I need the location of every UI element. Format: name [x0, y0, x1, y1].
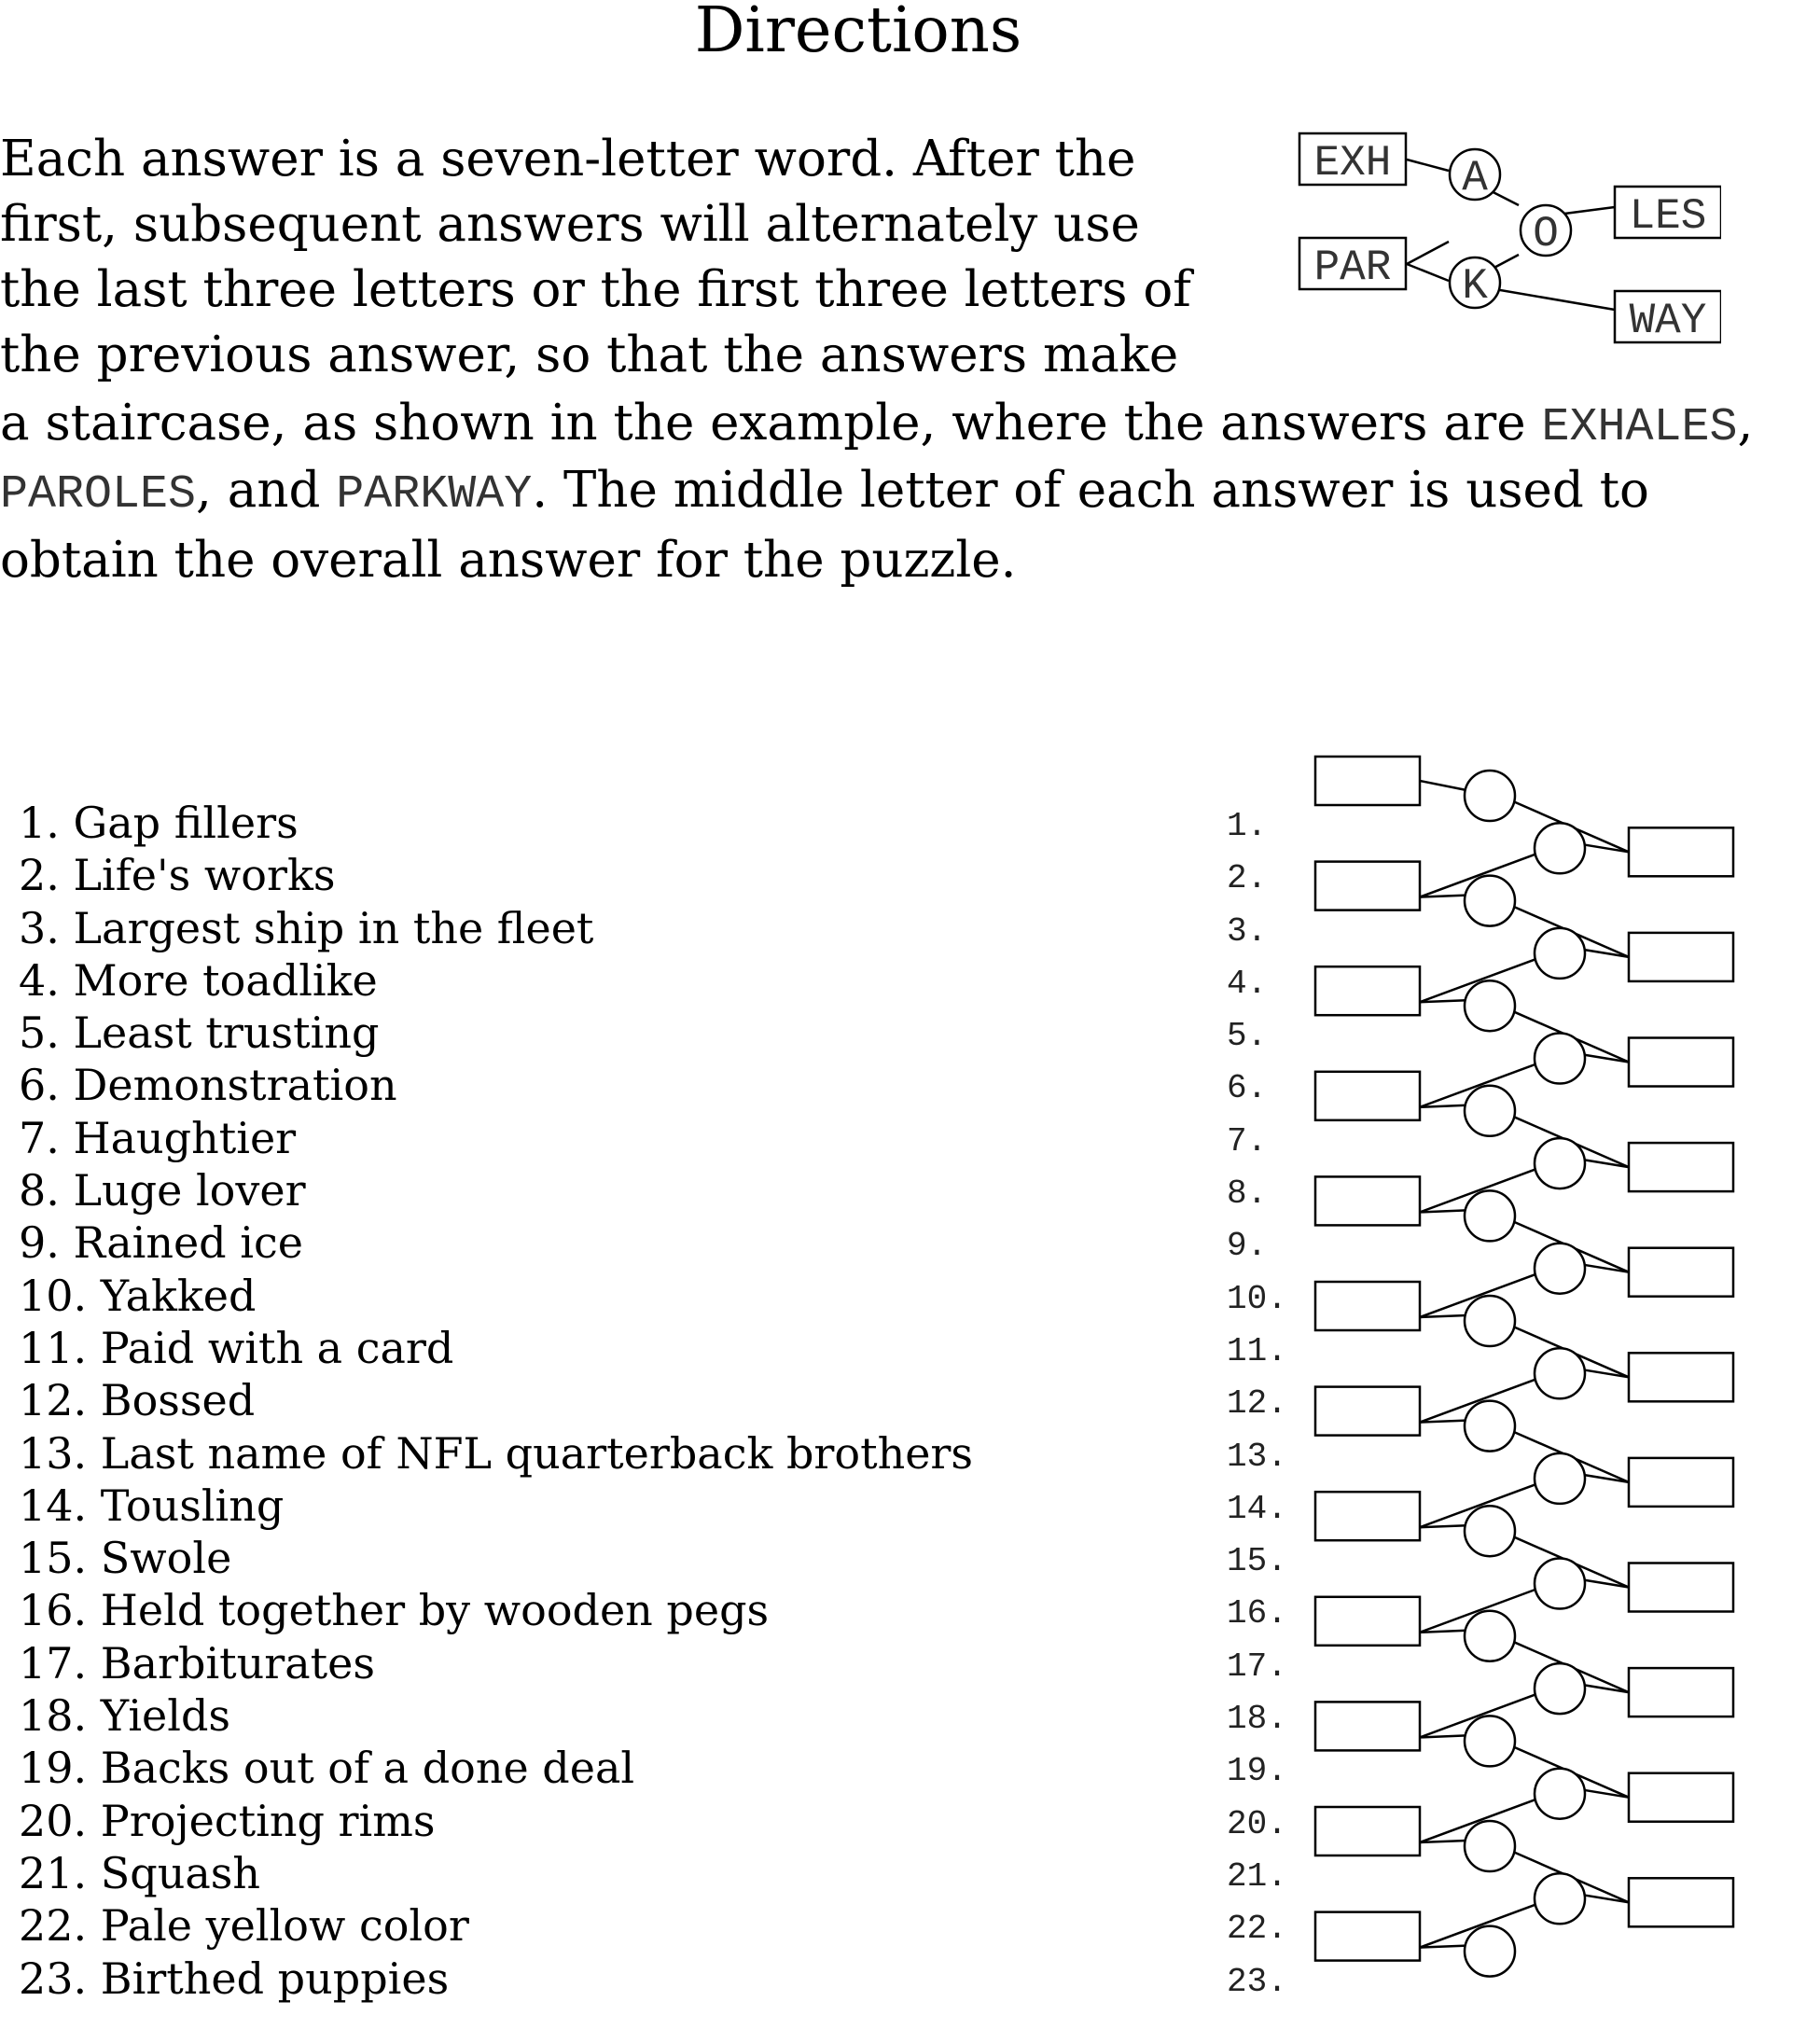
clue-item: 14. Tousling: [19, 1480, 285, 1531]
answer-number-label: 11.: [1227, 1331, 1287, 1370]
answer-number-label: 13.: [1227, 1437, 1287, 1476]
answer-circle: [1465, 1716, 1515, 1766]
clue-item: 20. Projecting rims: [19, 1795, 436, 1846]
answer-circle: [1535, 1348, 1585, 1398]
clue-item: 21. Squash: [19, 1847, 261, 1898]
example-label-par: PAR: [1313, 243, 1392, 292]
example-answer-exhales: EXHALES: [1541, 401, 1738, 454]
clue-item: 3. Largest ship in the fleet: [19, 902, 594, 953]
answer-circle: [1535, 1769, 1585, 1819]
clue-item: 4. More toadlike: [19, 954, 378, 1006]
answer-number-label: 5.: [1227, 1017, 1268, 1056]
answer-circle: [1535, 928, 1585, 979]
clue-item: 11. Paid with a card: [19, 1322, 454, 1373]
directions-line-2: first, subsequent answers will alternately use: [0, 196, 1140, 253]
answer-circle: [1465, 1296, 1515, 1346]
answer-number-label: 4.: [1227, 964, 1268, 1003]
answer-box-right: [1629, 1248, 1733, 1297]
answer-circle: [1465, 1506, 1515, 1556]
answer-number-label: 8.: [1227, 1174, 1268, 1214]
page-title: Directions: [694, 0, 1022, 66]
answer-number-label: 1.: [1227, 807, 1268, 845]
example-label-k: K: [1462, 262, 1488, 311]
clue-item: 16. Held together by wooden pegs: [19, 1585, 770, 1636]
answer-number-label: 6.: [1227, 1069, 1268, 1108]
answer-box-left: [1315, 1807, 1420, 1855]
clue-item: 22. Pale yellow color: [19, 1900, 469, 1952]
answer-box-left: [1315, 1912, 1420, 1961]
answer-box-left: [1315, 1387, 1420, 1436]
answer-box-left: [1315, 862, 1420, 910]
clue-item: 2. Life's works: [19, 850, 336, 901]
answer-number-label: 3.: [1227, 911, 1268, 951]
answer-number-label: 17.: [1227, 1647, 1287, 1686]
clue-item: 7. Haughtier: [19, 1112, 297, 1163]
clue-item: 13. Last name of NFL quarterback brothers: [19, 1427, 974, 1479]
answer-box-right: [1629, 1353, 1733, 1401]
directions-line-1: Each answer is a seven-letter word. After the: [0, 131, 1136, 188]
clue-item: 12. Bossed: [19, 1375, 256, 1426]
example-answer-parkway: PARKWAY: [336, 468, 533, 521]
example-label-way: WAY: [1629, 297, 1707, 345]
clue-item: 18. Yields: [19, 1690, 231, 1742]
answer-box-left: [1315, 966, 1420, 1015]
answer-box-left: [1315, 1702, 1420, 1750]
answer-circle: [1465, 771, 1515, 821]
answer-circle: [1535, 1663, 1585, 1714]
directions-text: ,: [1737, 395, 1754, 452]
example-label-a: A: [1462, 154, 1488, 202]
clue-item: 10. Yakked: [19, 1270, 257, 1321]
answer-number-label: 7.: [1227, 1121, 1268, 1160]
answer-box-left: [1315, 1176, 1420, 1225]
answer-circle: [1535, 1244, 1585, 1294]
answer-circle: [1535, 823, 1585, 873]
answer-number-label: 9.: [1227, 1227, 1268, 1266]
answer-number-label: 20.: [1227, 1804, 1287, 1843]
answer-box-right: [1629, 1458, 1733, 1507]
answer-box-right: [1629, 827, 1733, 876]
answer-circle: [1465, 1821, 1515, 1871]
clue-item: 17. Barbiturates: [19, 1637, 375, 1689]
clue-item: 6. Demonstration: [19, 1060, 397, 1111]
answer-number-label: 12.: [1227, 1384, 1287, 1424]
answer-box-right: [1629, 1773, 1733, 1822]
answer-box-left: [1315, 757, 1420, 805]
answer-box-left: [1315, 1597, 1420, 1646]
directions-line-7: obtain the overall answer for the puzzle.: [0, 532, 1017, 589]
example-label-o: O: [1533, 210, 1559, 258]
answer-box-right: [1629, 1038, 1733, 1087]
directions-text: , and: [196, 462, 337, 519]
clue-item: 15. Swole: [19, 1533, 232, 1584]
answer-circle: [1465, 1926, 1515, 1977]
answer-circle: [1535, 1873, 1585, 1924]
connector-line: [1420, 781, 1466, 790]
answer-number-label: 18.: [1227, 1700, 1287, 1739]
answer-circle: [1535, 1559, 1585, 1609]
answer-box-right: [1629, 1143, 1733, 1191]
answer-number-label: 21.: [1227, 1856, 1287, 1896]
example-label-les: LES: [1629, 192, 1707, 241]
answer-box-right: [1629, 1878, 1733, 1926]
answer-number-label: 14.: [1227, 1489, 1287, 1528]
answer-number-label: 16.: [1227, 1594, 1287, 1633]
answer-circle: [1535, 1034, 1585, 1084]
answer-circle: [1465, 876, 1515, 926]
answer-box-right: [1629, 1563, 1733, 1612]
answer-circle: [1465, 980, 1515, 1031]
answer-number-label: 23.: [1227, 1962, 1287, 2001]
clue-item: 5. Least trusting: [19, 1008, 380, 1059]
directions-line-4: the previous answer, so that the answers make: [0, 327, 1179, 383]
clue-item: 23. Birthed puppies: [19, 1953, 450, 2004]
answer-circle: [1465, 1086, 1515, 1136]
answer-circle: [1465, 1611, 1515, 1661]
directions-line-3: the last three letters or the first three letters of: [0, 261, 1191, 318]
answer-box-right: [1629, 1668, 1733, 1716]
directions-text: . The middle letter of each answer is used to: [532, 462, 1649, 519]
answer-number-label: 22.: [1227, 1910, 1287, 1949]
answer-circle: [1535, 1453, 1585, 1504]
answer-box-left: [1315, 1072, 1420, 1120]
clue-item: 9. Rained ice: [19, 1217, 303, 1269]
answer-number-label: 10.: [1227, 1279, 1287, 1318]
clue-item: 8. Luge lover: [19, 1165, 306, 1216]
answer-circle: [1465, 1190, 1515, 1241]
clue-item: 19. Backs out of a done deal: [19, 1743, 635, 1794]
answer-circle: [1465, 1401, 1515, 1452]
answer-number-label: 15.: [1227, 1542, 1287, 1581]
answer-box-right: [1629, 933, 1733, 981]
answer-number-label: 19.: [1227, 1752, 1287, 1791]
example-label-exh: EXH: [1313, 139, 1392, 188]
answer-number-label: 2.: [1227, 859, 1268, 898]
answer-circle: [1535, 1138, 1585, 1188]
clue-item: 1. Gap fillers: [19, 798, 299, 848]
answer-box-left: [1315, 1282, 1420, 1330]
answer-box-left: [1315, 1492, 1420, 1540]
example-answer-paroles: PAROLES: [0, 468, 197, 521]
directions-text: a staircase, as shown in the example, where the answers are: [0, 395, 1542, 452]
